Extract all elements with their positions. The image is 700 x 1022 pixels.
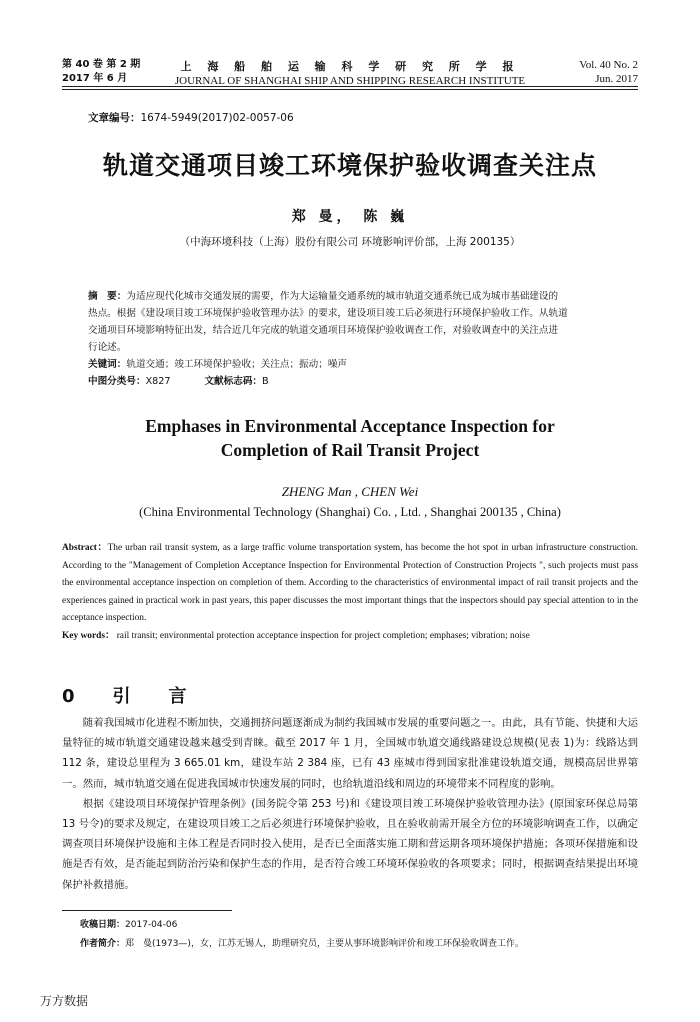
doc-code-value: B (262, 376, 269, 387)
body-text (62, 713, 638, 895)
abstract-cn-line-1: 为适应现代化城市交通发展的需要，作为大运输量交通系统的城市轨道交通系统已成为城市基础建设的 (126, 291, 559, 302)
affiliation-cn: （中海环境科技（上海）股份有限公司 环境影响评价部，上海 200135） (179, 236, 521, 248)
doc-code-label: 文献标志码： (204, 376, 263, 387)
article-number-value: 1674-5949(2017)02-0057-06 (140, 112, 294, 124)
title-cn: 轨道交通项目竣工环境保护验收调查关注点 (102, 151, 597, 180)
watermark: 万方数据 (40, 994, 89, 1008)
header-vol-en: Vol. 40 No. 2 (579, 59, 638, 71)
journal-title-cn: 上 海 船 舶 运 输 科 学 研 究 所 学 报 (180, 60, 520, 73)
title-en (0, 414, 700, 462)
authors-cn: 郑 曼， 陈 巍 (291, 209, 409, 225)
article-number (88, 110, 294, 125)
footnote-bio (80, 935, 640, 954)
abstract-en-text: The urban rail transit system, as a large traffic volume transportation system, has become the hot spot in urban infrastructure construction. According to the "Management of Completion Acceptance Inspection for Environmental Protection of Construction Projects ", such projects must pass the environmental acceptance inspection on completion of them. According to the characteristics of environmental impact of rail transit projects and the experiences gained in practical work in past years, this paper discusses the most important things that the inspectors should pay special attention to in the acceptance inspection. (62, 543, 638, 623)
footnote-rule (62, 910, 232, 911)
keywords-cn (88, 356, 616, 373)
bio-text: 郑 曼(1973—)，女，江苏无锡人，助理研究员，主要从事环境影响评价和竣工环保验收调查工作。 (125, 939, 524, 949)
abstract-en-label: Abstract： (62, 543, 108, 553)
body-paragraph-1: 随着我国城市化进程不断加快，交通拥挤问题逐渐成为制约我国城市发展的重要问题之一。由此，具有节能、快捷和大运量特征的城市轨道交通建设越来越受到青睐。截至 2017 年 1 月，全国城市轨道交通线路建设总规模(见表 1)为：线路达到 112 条，建设总里程为 3 665.01 km，建设车站 2 384 座，已有 43 座城市得到国家批准建设轨道交通，规模高居世界第一。然而，城市轨道交通在促进我国城市快速发展的同时，也给轨道沿线和周边的环境带来不同程度的影响。 (62, 717, 638, 790)
bio-label: 作者简介： (80, 939, 126, 949)
keywords-en-value: rail transit; environmental protection acceptance inspection for project completion; emphases; vibration; noise (116, 630, 530, 641)
keywords-cn-label: 关键词： (88, 359, 127, 370)
authors-en: ZHENG Man , CHEN Wei (281, 484, 419, 499)
keywords-en-label: Key words： (62, 630, 115, 641)
abstract-cn-line (88, 288, 616, 305)
abstract-en-body (62, 540, 638, 628)
footnote (80, 916, 640, 954)
abstract-cn-label: 摘 要： (88, 291, 127, 302)
header-volume-en (579, 58, 638, 86)
abstract-en (62, 540, 638, 645)
classification-cn (88, 373, 616, 390)
clc-value: X827 (145, 376, 171, 387)
body-paragraph-2: 根据《建设项目环境保护管理条例》(国务院令第 253 号)和《建设项目竣工环境保护验收管理办法》(原国家环保总局第 13 号令)的要求及规定，在建设项目竣工之后必须进行环境保护验收，且在验收前需开展全方位的环境影响调查工作，以确定调查项目环境保护设施和主体工程是否同时投入使用，是否已全面落实施工期和营运期各项环境保护措施；各项环保措施和设施是否有效，是否能起到防治污染和保护生态的作用，是否符合竣工环境环保验收的各项要求；同时，根据调查结果提出环境保护补救措施。 (62, 797, 638, 891)
keywords-en (62, 628, 638, 646)
abstract-cn-line-4: 行论述。 (88, 342, 127, 353)
abstract-cn-line-2: 热点。根据《建设项目竣工环境保护验收管理办法》的要求，建设项目竣工后必须进行环境保护验收工作。从轨道 (88, 308, 568, 319)
title-en-line-1: Emphases in Environmental Acceptance Inspection for (145, 416, 555, 436)
journal-title (160, 58, 540, 87)
received-label: 收稿日期： (80, 920, 126, 930)
title-en-line-2: Completion of Rail Transit Project (220, 440, 480, 460)
header-rule (62, 86, 638, 87)
received-date: 2017-04-06 (125, 920, 178, 930)
affiliation-en: (China Environmental Technology (Shanghai) Co. , Ltd. , Shanghai 200135 , China) (139, 505, 561, 519)
clc-label: 中图分类号： (88, 376, 146, 387)
header-date-en: Jun. 2017 (595, 73, 638, 85)
section-heading: 0 引 言 (62, 686, 197, 707)
header-date-cn: 2017 年 6 月 (62, 73, 128, 84)
abstract-cn (88, 288, 616, 390)
article-number-label: 文章编号： (88, 112, 141, 124)
abstract-cn-line-3: 交通项目环境影响特征出发，结合近几年完成的轨道交通项目环境保护验收调查工作，对验收调查中的关注点进 (88, 325, 559, 336)
header-vol-cn: 第 40 卷 第 2 期 (62, 59, 141, 70)
header-rule-thin (62, 89, 638, 90)
journal-title-en: JOURNAL OF SHANGHAI SHIP AND SHIPPING RESEARCH INSTITUTE (174, 75, 526, 87)
footnote-received (80, 916, 640, 935)
header-volume-cn (62, 58, 140, 86)
keywords-cn-value: 轨道交通；竣工环境保护验收；关注点；振动；噪声 (126, 359, 348, 370)
